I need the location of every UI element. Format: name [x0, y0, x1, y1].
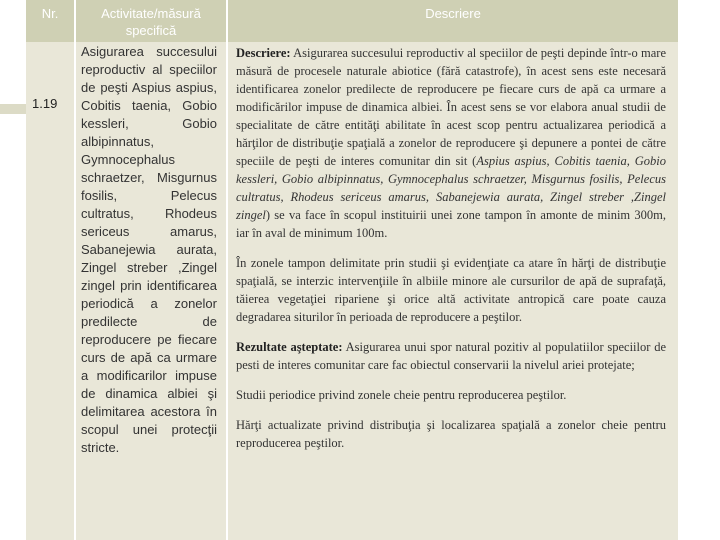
header-nr: Nr.	[26, 0, 74, 42]
description-part: Asigurarea succesului reproductiv al speciilor de peşti depinde într-o mare măsură de procesele naturale abiotice (fără catastrofe), în acest sens este necesară identificarea zonelor predilecte de reproducere pe fiecare curs de apă ca urmare a modificărilor impuse de dinamica albiei. În acest sens se vor elabora anual studii de specialitate de către entităţi abilitate în acest scop pentru actualizarea periodică a hărţilor de distribuţie spaţială a zonelor de reproducere şi depunere a pontei de către speciile de peşti de interes comunitar din sit (	[236, 46, 666, 168]
header-activity: Activitate/măsură specifică	[76, 0, 226, 42]
description-label: Descriere:	[236, 46, 291, 60]
row-number: 1.19	[32, 96, 58, 111]
measures-table	[26, 0, 678, 540]
results-text: Asigurarea unui spor natural pozitiv al populatiilor speciilor de pesti de interes comunitar care fac obiectul conservarii la nivelul ariei protejate;	[236, 340, 666, 372]
left-margin	[0, 0, 26, 540]
results-label: Rezultate aşteptate:	[236, 340, 343, 354]
cell-nr	[26, 42, 74, 540]
description-part: ) se va face în scopul instituirii unei zone tampon în amonte de minim 300m, iar în aval de minimum 100m.	[236, 208, 666, 240]
buffer-zone-paragraph: În zonele tampon delimitate prin studii şi evidenţiate ca atare în hărţi de distribuţie spaţială, se interzic intervenţiile în albiile minore ale cursurilor de apă de suprafaţă, tăierea vegetaţiei ripariene şi orice altă activitate antropică care poate cauza degradarea siturilor în perioada de reproducere a peştilor.	[236, 256, 666, 324]
row-marker	[0, 104, 26, 114]
species-list: Aspius aspius, Cobitis taenia, Gobio kessleri, Gobio albipinnatus, Gymnocephalus schraetzer, Misgurnus fosilis, Pelecus cultratus, Rhodeus sericeus amarus, Sabanejewia aurata, Zingel streber ,Zingel zingel	[236, 154, 667, 222]
header-description: Descriere	[228, 0, 678, 42]
results-paragraph	[236, 338, 666, 374]
description-paragraph	[236, 44, 666, 242]
maps-paragraph: Hărţi actualizate privind distribuţia şi localizarea spaţială a zonelor cheie pentru reproducerea peştilor.	[236, 418, 666, 450]
activity-text: Asigurarea succesului reproductiv al speciilor de peşti Aspius aspius, Cobitis taenia, Gobio kessleri, Gobio albipinnatus, Gymnocephalus schraetzer, Misgurnus fosilis, Pelecus cultratus, Rhodeus sericeus amarus, Sabanejewia aurata, Zingel streber ,Zingel zingel prin identificarea periodică a zonelor predilecte de reproducere pe fiecare curs de apă ca urmare a modificarilor impuse de dinamica albiei şi delimitarea acestora în scopul unei protecţii stricte.	[81, 44, 217, 455]
description-text	[236, 44, 666, 464]
studies-paragraph: Studii periodice privind zonele cheie pentru reproducerea peştilor.	[236, 388, 567, 402]
